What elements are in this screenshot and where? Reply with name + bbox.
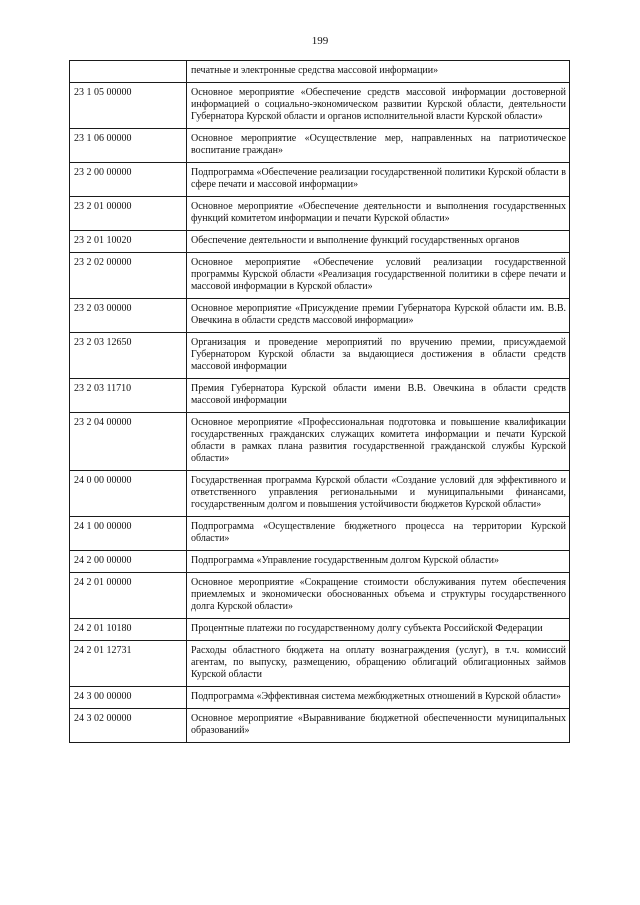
page-number: 199	[311, 35, 329, 47]
row-code: 24 0 00 00000	[70, 471, 187, 517]
row-code: 23 2 01 10020	[70, 231, 187, 253]
table-row	[70, 709, 570, 743]
row-code: 24 2 01 12731	[70, 641, 187, 687]
table-row	[70, 573, 570, 619]
row-code: 23 2 03 00000	[70, 299, 187, 333]
table-row	[70, 471, 570, 517]
row-description: Подпрограмма «Управление государственным долгом Курской области»	[187, 551, 570, 573]
row-description: Подпрограмма «Осуществление бюджетного процесса на территории Курской области»	[187, 517, 570, 551]
row-code: 23 2 01 00000	[70, 197, 187, 231]
table-row	[70, 231, 570, 253]
row-code: 23 2 03 11710	[70, 379, 187, 413]
row-description: Основное мероприятие «Обеспечение условий реализации государственной программы Курской области «Реализация государственной политики в сфере печати и массовой информации в Курской области»	[187, 253, 570, 299]
row-description: Организация и проведение мероприятий по вручению премии, присуждаемой Губернатором Курской области за выдающиеся достижения в области средств массовой информации	[187, 333, 570, 379]
table-row	[70, 299, 570, 333]
row-code: 23 1 06 00000	[70, 129, 187, 163]
row-code: 24 2 01 10180	[70, 619, 187, 641]
row-code: 24 2 01 00000	[70, 573, 187, 619]
row-description: Основное мероприятие «Выравнивание бюджетной обеспеченности муниципальных образований»	[187, 709, 570, 743]
row-description: Основное мероприятие «Осуществление мер, направленных на патриотическое воспитание граждан»	[187, 129, 570, 163]
table-row	[70, 61, 570, 83]
row-description: Подпрограмма «Эффективная система межбюджетных отношений в Курской области»	[187, 687, 570, 709]
row-description: Государственная программа Курской области «Создание условий для эффективного и ответственного управления региональными и муниципальными финансами, государственным долгом и повышения устойчивости бюджетов Курской области»	[187, 471, 570, 517]
row-code: 23 1 05 00000	[70, 83, 187, 129]
table-row	[70, 83, 570, 129]
row-description: Расходы областного бюджета на оплату вознаграждения (услуг), в т.ч. комиссий агентам, по выпуску, размещению, обращению облигаций облигационных займов Курской области	[187, 641, 570, 687]
row-description: Основное мероприятие «Присуждение премии Губернатора Курской области им. В.В. Овечкина в области средств массовой информации»	[187, 299, 570, 333]
table-row	[70, 253, 570, 299]
row-code: 23 2 03 12650	[70, 333, 187, 379]
row-description: Основное мероприятие «Обеспечение средств массовой информации достоверной информацией о социально-экономическом развитии Курской области, деятельности Губернатора Курской области и органов исполнительной власти Курской области»	[187, 83, 570, 129]
table-row	[70, 687, 570, 709]
row-description: Премия Губернатора Курской области имени В.В. Овечкина в области средств массовой информации	[187, 379, 570, 413]
row-code: 23 2 00 00000	[70, 163, 187, 197]
budget-classification-table	[69, 60, 570, 743]
row-description: Подпрограмма «Обеспечение реализации государственной политики Курской области в сфере печати и массовой информации»	[187, 163, 570, 197]
row-code	[70, 61, 187, 83]
row-description: Основное мероприятие «Профессиональная подготовка и повышение квалификации государственных гражданских служащих комитета информации и печати Курской области в рамках плана развития государственной гражданской службы Курской области»	[187, 413, 570, 471]
table-row	[70, 197, 570, 231]
table-row	[70, 163, 570, 197]
row-description: печатные и электронные средства массовой информации»	[187, 61, 570, 83]
row-description: Основное мероприятие «Обеспечение деятельности и выполнения государственных функций комитетом информации и печати Курской области»	[187, 197, 570, 231]
row-code: 24 2 00 00000	[70, 551, 187, 573]
table-row	[70, 641, 570, 687]
row-description: Основное мероприятие «Сокращение стоимости обслуживания путем обеспечения приемлемых и экономически обоснованных объема и структуры государственного долга Курской области»	[187, 573, 570, 619]
table-row	[70, 413, 570, 471]
table-row	[70, 333, 570, 379]
table-row	[70, 129, 570, 163]
table-row	[70, 551, 570, 573]
row-description: Обеспечение деятельности и выполнение функций государственных органов	[187, 231, 570, 253]
row-code: 23 2 02 00000	[70, 253, 187, 299]
row-description: Процентные платежи по государственному долгу субъекта Российской Федерации	[187, 619, 570, 641]
row-code: 23 2 04 00000	[70, 413, 187, 471]
table-row	[70, 619, 570, 641]
row-code: 24 3 00 00000	[70, 687, 187, 709]
row-code: 24 1 00 00000	[70, 517, 187, 551]
table-row	[70, 517, 570, 551]
row-code: 24 3 02 00000	[70, 709, 187, 743]
table-row	[70, 379, 570, 413]
